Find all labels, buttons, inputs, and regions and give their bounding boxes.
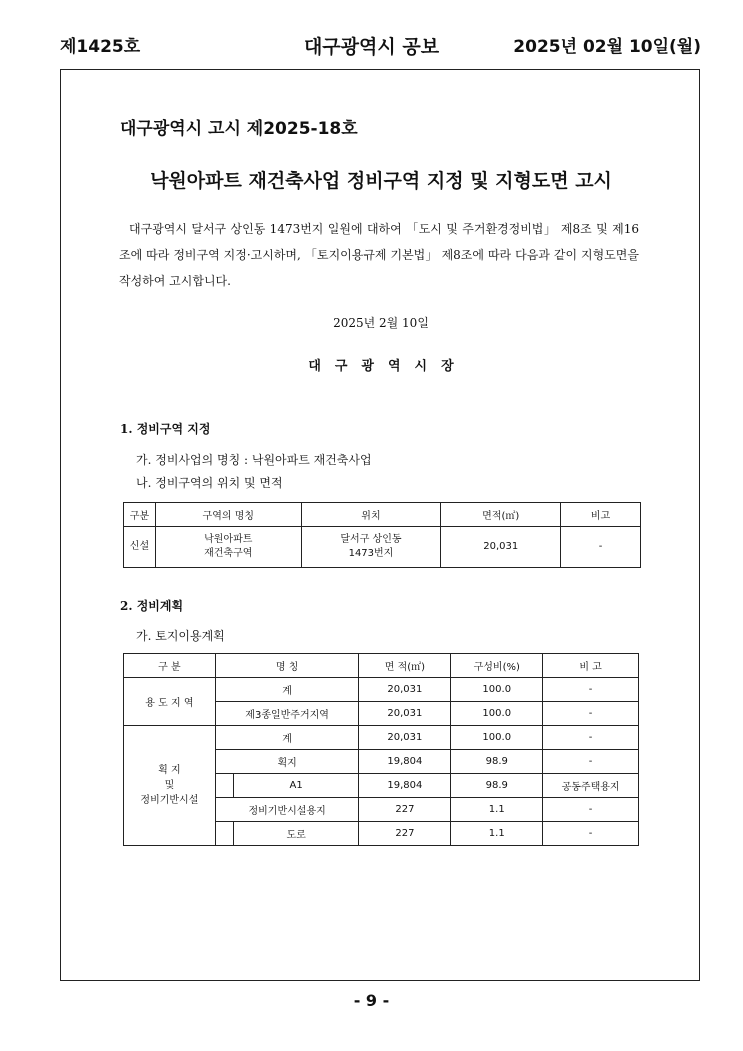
table-cell: 20,031 [359, 702, 451, 726]
issue-number: 제1425호 [60, 37, 141, 57]
table-cell: A1 [233, 774, 359, 798]
header-cell: 위치 [301, 503, 441, 527]
notice-body: 대구광역시 달서구 상인동 1473번지 일원에 대하여 「도시 및 주거환경정비법」 제8조 및 제16조에 따라 정비구역 지정·고시하며, 「토지이용규제 기본법」 제8조에 따라 다음과 같이 지형도면을 작성하여 고시합니다. [119, 222, 639, 288]
section-1-item-b: 나. 정비구역의 위치 및 면적 [136, 476, 283, 490]
table-cell: 획지 [215, 750, 359, 774]
table-cell: - [543, 702, 639, 726]
table-cell: 계 [215, 678, 359, 702]
table-cell: 20,031 [359, 678, 451, 702]
table-cell: 신설 [124, 527, 156, 568]
table-cell [301, 527, 441, 568]
notice-date: 2025년 2월 10일 [333, 316, 429, 330]
district-table [123, 502, 641, 568]
table-cell: 100.0 [451, 702, 543, 726]
section-2-title: 2. 정비계획 [120, 599, 184, 613]
table-cell: 98.9 [451, 750, 543, 774]
header-cell: 면적(㎡) [441, 503, 561, 527]
table-cell: - [543, 726, 639, 750]
header-cell: 비 고 [543, 654, 639, 678]
notice-number: 대구광역시 고시 제2025-18호 [120, 119, 358, 139]
table-cell: 공동주택용지 [543, 774, 639, 798]
gazette-title: 대구광역시 공보 [303, 36, 440, 58]
table-cell [155, 527, 301, 568]
header-cell: 구 분 [124, 654, 216, 678]
table-cell: 계 [215, 726, 359, 750]
notice-signer: 대구광역시장 [308, 359, 468, 374]
table-cell: 1.1 [451, 798, 543, 822]
table-cell: 98.9 [451, 774, 543, 798]
table-cell: 227 [359, 822, 451, 846]
section-1-item-a: 가. 정비사업의 명칭 : 낙원아파트 재건축사업 [136, 453, 372, 467]
notice-title: 낙원아파트 재건축사업 정비구역 지정 및 지형도면 고시 [150, 170, 612, 192]
table-row [124, 527, 641, 568]
header-cell: 구성비(%) [451, 654, 543, 678]
header-cell: 비고 [561, 503, 641, 527]
indent-cell [215, 822, 233, 846]
cell-line: 1473번지 [348, 548, 394, 559]
indent-cell [215, 774, 233, 798]
table-row [124, 726, 639, 750]
issue-date: 2025년 02월 10일(월) [513, 37, 701, 57]
table-cell: - [543, 678, 639, 702]
land-use-table [123, 653, 639, 846]
table-cell: 19,804 [359, 750, 451, 774]
section-1-title: 1. 정비구역 지정 [120, 422, 211, 436]
table-row [124, 678, 639, 702]
cell-line: 달서구 상인동 [340, 534, 402, 545]
table-cell: 100.0 [451, 726, 543, 750]
cell-line: 낙원아파트 [204, 534, 253, 545]
table-cell: 227 [359, 798, 451, 822]
cell-line: 및 [164, 780, 175, 791]
header-cell: 구역의 명칭 [155, 503, 301, 527]
table-cell: 20,031 [359, 726, 451, 750]
table-header-row [124, 503, 641, 527]
group-cell [124, 726, 216, 846]
group-cell: 용 도 지 역 [124, 678, 216, 726]
table-cell: 100.0 [451, 678, 543, 702]
cell-line: 획 지 [158, 765, 181, 776]
table-cell: 제3종일반주거지역 [215, 702, 359, 726]
cell-line: 정비기반시설 [140, 795, 199, 806]
table-cell: 20,031 [441, 527, 561, 568]
table-cell: 도로 [233, 822, 359, 846]
document-frame [60, 69, 700, 981]
header-cell: 면 적(㎡) [359, 654, 451, 678]
table-cell: 1.1 [451, 822, 543, 846]
header-cell: 구분 [124, 503, 156, 527]
table-cell: 19,804 [359, 774, 451, 798]
table-cell: - [543, 798, 639, 822]
table-cell: - [543, 750, 639, 774]
section-2-item-a: 가. 토지이용계획 [136, 629, 225, 643]
cell-line: 재건축구역 [204, 548, 253, 559]
table-cell: 정비기반시설용지 [215, 798, 359, 822]
table-cell: - [543, 822, 639, 846]
page-number: - 9 - [353, 991, 390, 1010]
header-cell: 명 칭 [215, 654, 359, 678]
table-cell: - [561, 527, 641, 568]
table-header-row [124, 654, 639, 678]
